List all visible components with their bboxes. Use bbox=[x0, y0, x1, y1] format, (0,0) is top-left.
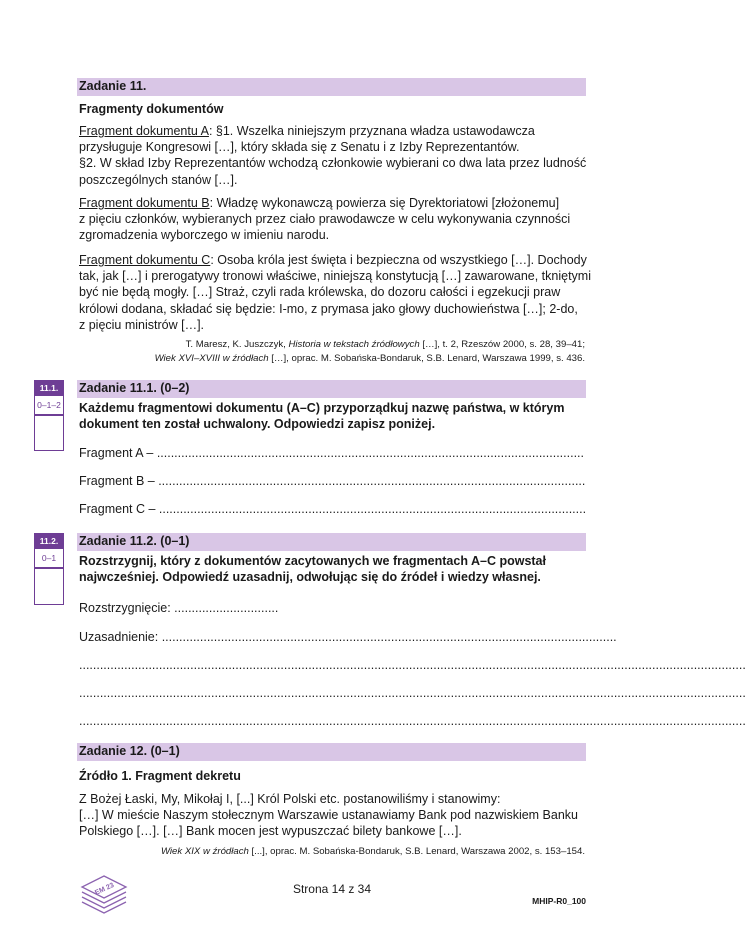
task11-1-points: 0–1–2 bbox=[34, 396, 64, 415]
task11-1-score-field[interactable] bbox=[34, 415, 64, 451]
document-code: MHIP-R0_100 bbox=[532, 896, 586, 906]
answer-fragment-c[interactable]: Fragment C – ........................................................................................................................... bbox=[79, 502, 587, 516]
answer-line-2[interactable]: ................................................................................................................................................................................................ bbox=[79, 686, 746, 700]
fragment-a: Fragment dokumentu A: §1. Wszelka niniejszym przyznana władza ustawodawcza przysługuje Kongresowi […], który składa się z Senatu i z Izby Reprezentantów. §2. W skład Izby Reprezentantów wchodzą członkowie wybierani co dwa lata przez ludność poszczególnych stanów […]. bbox=[79, 124, 587, 187]
task12-header: Zadanie 12. (0–1) bbox=[79, 744, 180, 758]
task11-1-score-box bbox=[34, 380, 64, 451]
fragment-a-label: Fragment dokumentu A bbox=[79, 124, 209, 138]
answer-fragment-b[interactable]: Fragment B – ........................................................................................................................... bbox=[79, 474, 586, 488]
task12-source-title: Źródło 1. Fragment dekretu bbox=[79, 769, 241, 783]
task11-2-points: 0–1 bbox=[34, 549, 64, 568]
task11-1-tag: 11.1. bbox=[34, 380, 64, 396]
fragment-c-label: Fragment dokumentu C bbox=[79, 253, 211, 267]
task11-title: Fragmenty dokumentów bbox=[79, 102, 224, 116]
task12-source-text: Z Bożej Łaski, My, Mikołaj I, [...] Król Polski etc. postanowiliśmy i stanowimy: […] W mieście Naszym stołecznym Warszawie ustanawiamy Bank pod nazwiskiem Banku Polskiego […]. […] Bank mocen jest wypuszczać bilety bankowe […]. bbox=[79, 792, 578, 839]
task11-1-header-bar bbox=[77, 380, 586, 398]
task12-citation: Wiek XIX w źródłach [...], oprac. M. Sobańska-Bondaruk, S.B. Lenard, Warszawa 2002, s. 153–154. bbox=[160, 846, 585, 857]
answer-fragment-a[interactable]: Fragment A – ........................................................................................................................... bbox=[79, 446, 584, 460]
page-number: Strona 14 z 34 bbox=[292, 882, 372, 896]
task11-header: Zadanie 11. bbox=[79, 79, 147, 93]
task11-1-header: Zadanie 11.1. (0–2) bbox=[79, 381, 190, 395]
task11-2-header: Zadanie 11.2. (0–1) bbox=[79, 534, 190, 548]
task11-2-header-bar bbox=[77, 533, 586, 551]
task11-2-instruction: Rozstrzygnij, który z dokumentów zacytowanych we fragmentach A–C powstał najwcześniej. Odpowiedź uzasadnij, odwołując się do źródeł i wiedzy własnej. bbox=[79, 554, 546, 585]
task11-header-bar bbox=[77, 78, 586, 96]
task11-2-score-box bbox=[34, 533, 64, 605]
fragment-b-label: Fragment dokumentu B bbox=[79, 196, 210, 210]
decision-line[interactable]: Rozstrzygnięcie: .............................. bbox=[79, 601, 279, 615]
answer-line-3[interactable]: ................................................................................................................................................................................................ bbox=[79, 714, 746, 728]
task11-2-score-field[interactable] bbox=[34, 568, 64, 605]
task11-1-instruction: Każdemu fragmentowi dokumentu (A–C) przyporządkuj nazwę państwa, w którym dokument ten został uchwalony. Odpowiedzi zapisz poniżej. bbox=[79, 401, 565, 432]
svg-text:EM 23: EM 23 bbox=[93, 881, 116, 897]
task12-header-bar bbox=[77, 743, 586, 761]
task11-2-tag: 11.2. bbox=[34, 533, 64, 549]
justification-line[interactable]: Uzasadnienie: ................................................................................................................................... bbox=[79, 630, 617, 644]
task11-citation: T. Maresz, K. Juszczyk, Historia w tekstach źródłowych […], t. 2, Rzeszów 2000, s. 28, 39–41; Wiek XVI–XVIII w źródłach […], oprac. M. Sobańska-Bondaruk, S.B. Lenard, Warszawa 1999, s. 436. bbox=[154, 339, 585, 364]
fragment-c: Fragment dokumentu C: Osoba króla jest święta i bezpieczna od wszystkiego […]. Dochody tak, jak […] i prerogatywy tronowi właściwe, niniejszą konstytucją […] zawarowane, tkniętymi być nie będą mogły. […] Straż, czyli rada królewska, do dozoru całości i egzekucji praw królowi dodana, składać się będzie: I-mo, z prymasa jako głowy duchowieństwa […]; 2-do, z pięciu ministrów […]. bbox=[79, 253, 591, 332]
answer-line-1[interactable]: ................................................................................................................................................................................................ bbox=[79, 658, 746, 672]
fragment-b: Fragment dokumentu B: Władzę wykonawczą powierza się Dyrektoriatowi [złożonemu] z pięciu członków, wybieranych przez ciało prawodawcze w celu wykonywania czynności zgromadzenia wyborczego w imieniu narodu. bbox=[79, 196, 571, 243]
